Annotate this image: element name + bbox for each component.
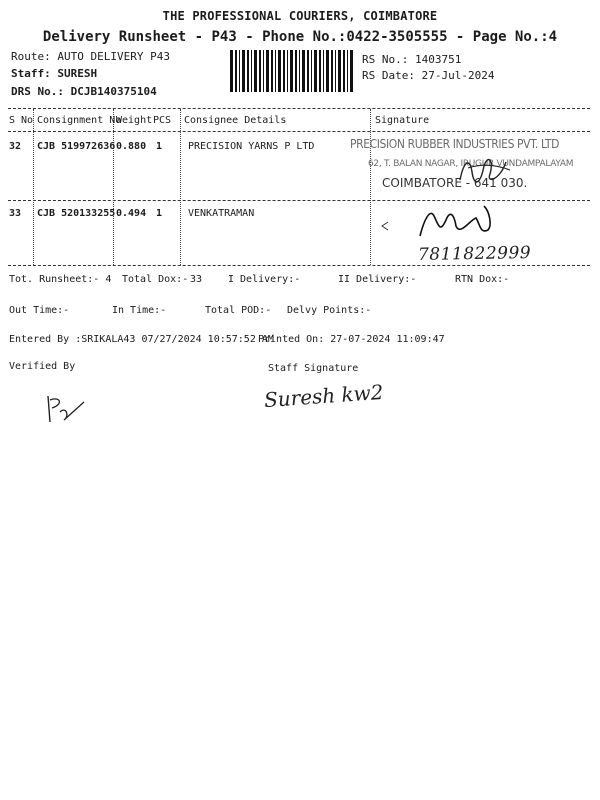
row-pcs: 1 <box>156 208 163 219</box>
verifier-initials <box>40 392 90 427</box>
col-divider <box>113 109 114 265</box>
receiver-signature-1 <box>450 150 520 192</box>
row-pcs: 1 <box>156 141 163 152</box>
col-header-sno: S No <box>9 115 34 126</box>
col-divider <box>33 109 34 265</box>
verified-by-label: Verified By <box>9 361 76 372</box>
rtn-dox: RTN Dox:- <box>455 274 510 285</box>
col-header-consignment: Consignment No <box>37 115 122 126</box>
delvy-points: Delvy Points:- <box>287 305 372 316</box>
printed-on: Printed On: 27-07-2024 11:09:47 <box>258 334 445 345</box>
col-header-weight: Weight <box>116 115 153 126</box>
rs-date: RS Date: 27-Jul-2024 <box>362 69 495 82</box>
out-time: Out Time:- <box>9 305 70 316</box>
row-consignment: CJB 520133255 <box>37 208 116 219</box>
tot-runsheet: Tot. Runsheet:- 4 <box>9 274 112 285</box>
row-weight: 0.494 <box>116 208 147 219</box>
stamp-line-3: COIMBATORE - 641 030. <box>382 176 528 190</box>
barcode <box>228 50 356 92</box>
staff-signature-handwritten: Suresh kw2 <box>263 379 385 413</box>
col-header-consignee: Consignee Details <box>184 115 287 126</box>
route-label: Route: AUTO DELIVERY P43 <box>11 50 170 63</box>
entered-by: Entered By :SRIKALA43 07/27/2024 10:57:52 AM <box>9 334 274 345</box>
staff-label: Staff: SURESH <box>11 67 98 80</box>
total-dox-label: Total Dox:- <box>122 274 189 285</box>
stamp-line-2: 62, T. BALAN NAGAR, IRUGUR VUNDAMPALAYAM <box>368 159 574 169</box>
col-divider <box>370 109 371 265</box>
in-time: In Time:- <box>112 305 167 316</box>
table-top-rule <box>8 108 590 109</box>
col-header-signature: Signature <box>375 115 430 126</box>
total-dox-value: 33 <box>190 274 203 285</box>
i-delivery: I Delivery:- <box>228 274 301 285</box>
stamp-line-1: PRECISION RUBBER INDUSTRIES PVT. LTD <box>350 137 560 151</box>
company-title: THE PROFESSIONAL COURIERS, COIMBATORE <box>162 9 438 23</box>
col-divider <box>180 109 181 265</box>
drs-number: DRS No.: DCJB140375104 <box>11 85 157 98</box>
rs-number: RS No.: 1403751 <box>362 53 462 66</box>
row-consignment: CJB 519972636 <box>37 141 116 152</box>
row-sno: 32 <box>9 141 22 152</box>
total-pod: Total POD:- <box>205 305 272 316</box>
row-sno: 33 <box>9 208 22 219</box>
row-weight: 0.880 <box>116 141 147 152</box>
table-bottom-rule <box>8 265 590 266</box>
table-header-rule <box>8 131 590 132</box>
col-header-pcs: PCS <box>153 115 172 126</box>
receiver-signature-2 <box>380 200 510 250</box>
row-consignee: VENKATRAMAN <box>188 208 255 219</box>
staff-signature-label: Staff Signature <box>268 363 359 374</box>
row-consignee: PRECISION YARNS P LTD <box>188 141 315 152</box>
company-stamp <box>350 137 559 151</box>
receiver-phone-handwritten: 7811822999 <box>417 243 532 265</box>
runsheet-title: Delivery Runsheet - P43 - Phone No.:0422-3505555 - Page No.:4 <box>42 29 558 45</box>
ii-delivery: II Delivery:- <box>338 274 417 285</box>
